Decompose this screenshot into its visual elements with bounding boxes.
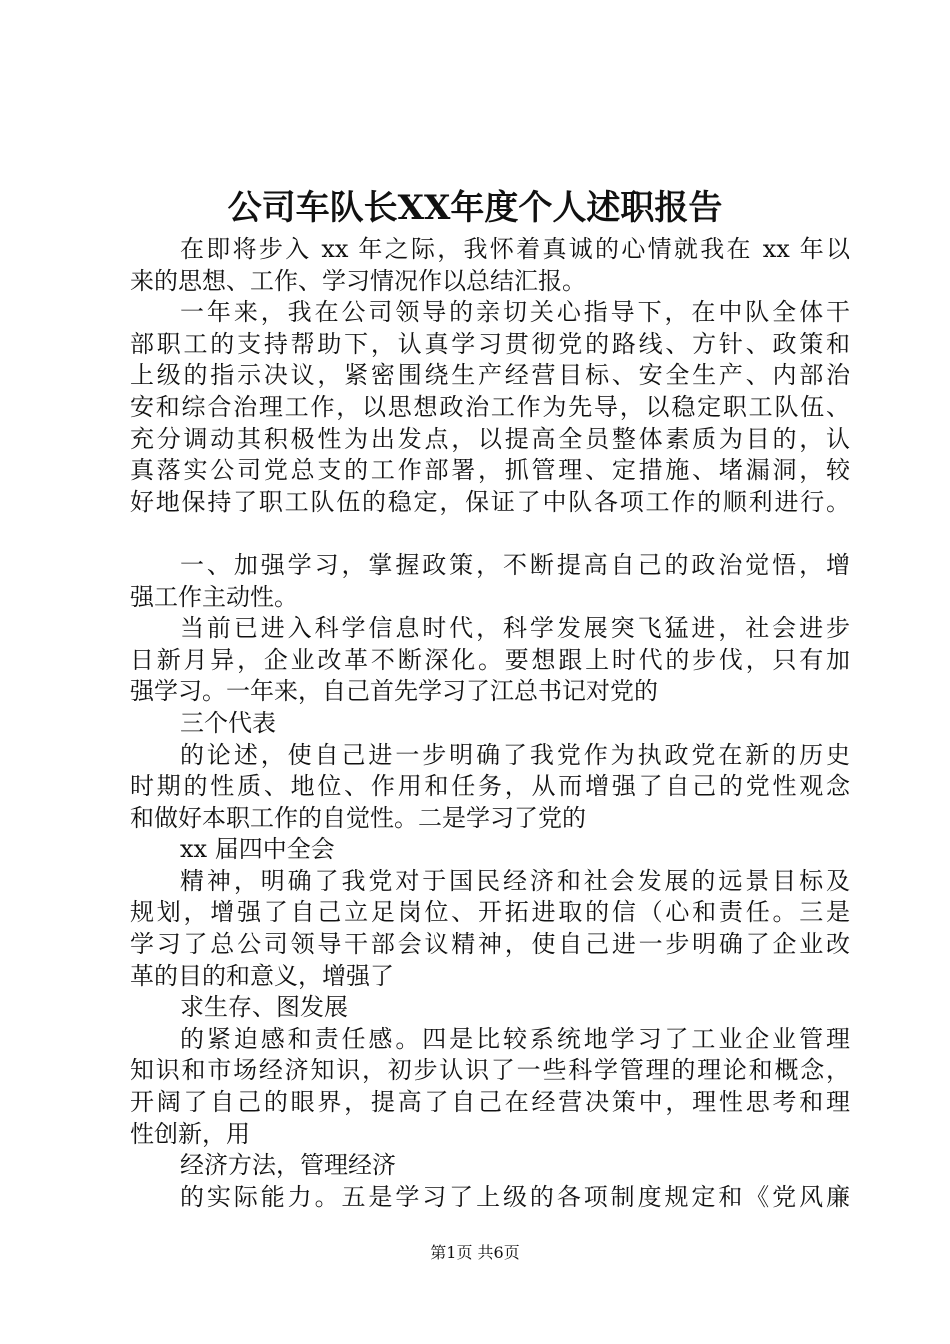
document-title: 公司车队长XX年度个人述职报告 bbox=[227, 188, 723, 228]
text-line: 精神，明确了我党对于国民经济和社会发展的远景目标及 bbox=[180, 866, 850, 895]
text-line bbox=[130, 518, 850, 550]
text-line: 来的思想、工作、学习情况作以总结汇报。 bbox=[130, 266, 586, 295]
text-line: 规划，增强了自己立足岗位、开拓进取的信（心和责任。三是 bbox=[130, 898, 850, 927]
text-line: 求生存、图发展 bbox=[180, 993, 348, 1022]
text-line: 革的目的和意义，增强了 bbox=[130, 961, 394, 990]
text-line: 一年来，我在公司领导的亲切关心指导下，在中队全体干 bbox=[180, 298, 850, 327]
text-line: 时期的性质、地位、作用和任务，从而增强了自己的党性观念 bbox=[130, 772, 850, 801]
text-line: 上级的指示决议，紧密围绕生产经营目标、安全生产、内部治 bbox=[130, 361, 850, 390]
text-line: 知识和市场经济知识，初步认识了一些科学管理的理论和概念， bbox=[130, 1056, 850, 1085]
text-line: 的实际能力。五是学习了上级的各项制度规定和《党风廉 bbox=[180, 1182, 850, 1211]
text-line: 当前已进入科学信息时代，科学发展突飞猛进，社会进步 bbox=[180, 614, 850, 643]
text-line: 好地保持了职工队伍的稳定，保证了中队各项工作的顺利进行。 bbox=[130, 487, 850, 516]
text-line: 性创新，用 bbox=[130, 1119, 250, 1148]
text-line: 强工作主动性。 bbox=[130, 582, 298, 611]
text-line: 日新月异，企业改革不断深化。要想跟上时代的步伐，只有加 bbox=[130, 645, 850, 674]
text-line: 三个代表 bbox=[180, 708, 276, 737]
text-line: 学习了总公司领导干部会议精神，使自己进一步明确了企业改 bbox=[130, 930, 850, 959]
text-line: 开阔了自己的眼界，提高了自己在经营决策中，理性思考和理 bbox=[130, 1088, 850, 1117]
text-line: 一、加强学习，掌握政策，不断提高自己的政治觉悟，增 bbox=[180, 550, 850, 579]
text-line: 的论述，使自己进一步明确了我党作为执政党在新的历史 bbox=[180, 740, 850, 769]
text-line: 的紧迫感和责任感。四是比较系统地学习了工业企业管理 bbox=[180, 1024, 850, 1053]
text-line: 真落实公司党总支的工作部署，抓管理、定措施、堵漏洞，较 bbox=[130, 456, 850, 485]
text-line: 部职工的支持帮助下，认真学习贯彻党的路线、方针、政策和 bbox=[130, 329, 850, 358]
text-line: 强学习。一年来，自己首先学习了江总书记对党的 bbox=[130, 677, 658, 706]
text-line: 和做好本职工作的自觉性。二是学习了党的 bbox=[130, 803, 586, 832]
text-line: 充分调动其积极性为出发点，以提高全员整体素质为目的，认 bbox=[130, 424, 850, 453]
page-footer: 第1页 共6页 bbox=[430, 1243, 520, 1262]
document-body bbox=[130, 234, 850, 1213]
text-line: xx 届四中全会 bbox=[180, 835, 335, 864]
text-line: 经济方法，管理经济 bbox=[180, 1151, 396, 1180]
text-line: 安和综合治理工作，以思想政治工作为先导，以稳定职工队伍、 bbox=[130, 392, 850, 421]
text-line: 在即将步入 xx 年之际，我怀着真诚的心情就我在 xx 年以 bbox=[180, 235, 850, 263]
